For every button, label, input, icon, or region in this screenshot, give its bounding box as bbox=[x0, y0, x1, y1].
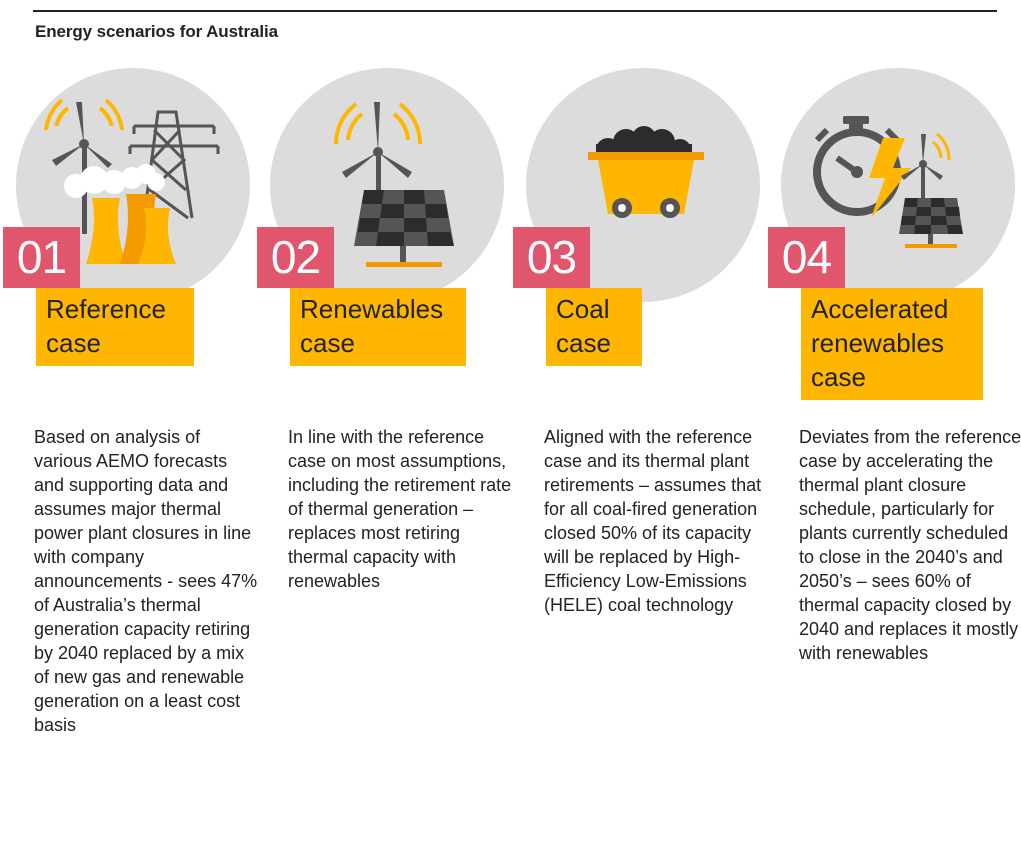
scenario-label bbox=[801, 288, 983, 400]
scenario-label-line: Accelerated bbox=[811, 294, 949, 324]
scenario-number: 02 bbox=[257, 227, 334, 288]
scenario-coal-case bbox=[526, 0, 784, 844]
scenario-label-line: case bbox=[300, 328, 355, 358]
scenario-renewables-case bbox=[270, 0, 528, 844]
scenario-label-line: Renewables bbox=[300, 294, 444, 324]
scenario-description: Aligned with the reference case and its thermal plant retirements – assumes that for all coal-fired generation closed 50% of its capacity will be replaced by High-Efficiency Low-Emissions (HELE) coal technology bbox=[544, 427, 762, 615]
scenario-label bbox=[36, 288, 194, 366]
scenario-number: 01 bbox=[3, 227, 80, 288]
scenario-label-line: case bbox=[46, 328, 101, 358]
scenario-description: Deviates from the reference case by accelerating the thermal plant closure schedule, particularly for plants currently scheduled to close in the 2040’s and 2050’s – sees 60% of thermal capacity closed by 2040 and replaces it mostly with renewables bbox=[799, 427, 1021, 663]
page-title: Energy scenarios for Australia bbox=[35, 22, 278, 41]
scenario-reference-case bbox=[16, 0, 274, 844]
scenario-label-line: renewables bbox=[811, 328, 944, 358]
scenario-label bbox=[546, 288, 642, 366]
scenario-number: 03 bbox=[513, 227, 590, 288]
scenario-label-line: case bbox=[811, 362, 866, 392]
scenario-number: 04 bbox=[768, 227, 845, 288]
scenario-label bbox=[290, 288, 466, 366]
scenario-label-line: case bbox=[556, 328, 611, 358]
scenario-accelerated-renewables-case bbox=[781, 0, 1021, 844]
scenario-description: Based on analysis of various AEMO forecasts and supporting data and assumes major thermal power plant closures in line with company announcements - sees 47% of Australia’s thermal generation capacity retiring by 2040 replaced by a mix of new gas and renewable generation on a least cost basis bbox=[34, 427, 258, 735]
scenario-description: In line with the reference case on most assumptions, including the retirement rate of thermal generation – replaces most retiring thermal capacity with renewables bbox=[288, 427, 512, 591]
scenario-label-line: Reference bbox=[46, 294, 166, 324]
scenario-label-line: Coal bbox=[556, 294, 610, 324]
